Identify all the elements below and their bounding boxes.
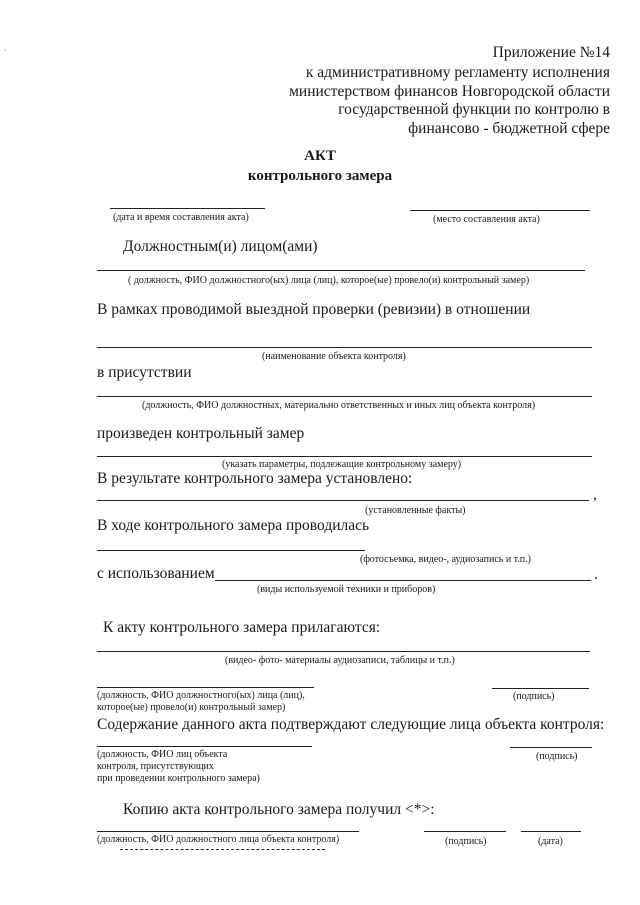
caption-sig1-line2: которое(ые) провело(и) контрольный замер) xyxy=(97,702,286,713)
inspection-label: В рамках проводимой выездной проверки (ревизии) в отношении xyxy=(97,301,531,318)
copy-label: Копию акта контрольного замера получил <*>: xyxy=(123,801,435,818)
caption-equipment: (виды используемой техники и приборов) xyxy=(257,584,436,595)
caption-object: (наименование объекта контроля) xyxy=(262,351,406,362)
materials-field-line[interactable] xyxy=(97,651,590,652)
presence-field-line[interactable] xyxy=(97,396,592,397)
place-field-line[interactable] xyxy=(410,210,590,211)
copy-date-line[interactable] xyxy=(521,831,581,832)
caption-date: (дата и время составления акта) xyxy=(113,212,249,223)
act-title: АКТ xyxy=(304,148,336,164)
equipment-field-line[interactable] xyxy=(215,580,591,581)
caption-signature-3: (подпись) xyxy=(445,836,487,847)
presence-label: в присутствии xyxy=(97,364,192,381)
object-signature-line[interactable] xyxy=(510,747,592,748)
object-field-line[interactable] xyxy=(97,347,592,348)
official-signature-line[interactable] xyxy=(492,688,589,689)
caption-officials: ( должность, ФИО должностного(ых) лица (лиц), которое(ые) провело(и) контрольный замер) xyxy=(128,275,530,286)
measure-label: произведен контрольный замер xyxy=(97,425,305,442)
facts-comma: , xyxy=(593,486,597,503)
official-name-line[interactable] xyxy=(97,687,314,688)
params-field-line[interactable] xyxy=(97,456,592,457)
caption-signature-2: (подпись) xyxy=(536,751,578,762)
officials-field-line[interactable] xyxy=(97,270,585,271)
copy-signature-line[interactable] xyxy=(424,831,506,832)
header-line-2: к административному регламенту исполнения xyxy=(305,64,610,81)
caption-presence: (должность, ФИО должностных, материально ответственных и иных лиц объекта контроля) xyxy=(142,400,536,411)
using-label: с использованием xyxy=(97,565,215,582)
result-label: В результате контрольного замера установлено: xyxy=(97,470,413,487)
officials-label: Должностным(и) лицом(ами) xyxy=(123,238,318,255)
caption-sig2-line1: (должность, ФИО лиц объекта xyxy=(97,749,228,760)
media-field-line[interactable] xyxy=(97,550,365,551)
caption-place: (место составления акта) xyxy=(433,214,540,225)
header-line-3: министерством финансов Новгородской области xyxy=(289,83,610,100)
caption-sig2-line3: при проведении контрольного замера) xyxy=(97,773,260,784)
caption-params: (указать параметры, подлежащие контрольному замеру) xyxy=(222,459,462,470)
conducted-label: В ходе контрольного замера проводилась xyxy=(97,517,370,534)
copy-person-line[interactable] xyxy=(97,831,359,832)
caption-media: (фотосъемка, видео-, аудиозапись и т.п.) xyxy=(360,554,531,565)
date-field-line[interactable] xyxy=(110,208,265,209)
caption-copy-person: (должность, ФИО должностного лица объекта контроля) xyxy=(97,834,340,845)
caption-sig2-line2: контроля, присутствующих xyxy=(97,761,214,772)
caption-date-short: (дата) xyxy=(538,836,563,847)
header-line-4: государственной функции по контролю в xyxy=(338,101,610,118)
caption-signature-1: (подпись) xyxy=(513,691,555,702)
caption-sig1-line1: (должность, ФИО должностного(ых) лица (лиц), xyxy=(97,690,305,701)
facts-field-line[interactable] xyxy=(97,500,589,501)
object-persons-line[interactable] xyxy=(97,746,312,747)
confirm-label: Содержание данного акта подтверждают следующие лица объекта контроля: xyxy=(97,716,605,733)
header-line-5: финансово - бюджетной сфере xyxy=(408,120,610,137)
scan-mark: · xyxy=(4,46,7,55)
caption-materials: (видео- фото- материалы аудиозаписи, таблицы и т.п.) xyxy=(225,655,455,666)
attached-label: К акту контрольного замера прилагаются: xyxy=(103,619,381,636)
act-subtitle: контрольного замера xyxy=(247,168,393,184)
caption-facts: (установленные факты) xyxy=(365,505,466,516)
dashed-separator xyxy=(120,849,325,850)
equipment-period: . xyxy=(594,566,598,583)
header-line-1: Приложение №14 xyxy=(492,44,610,61)
